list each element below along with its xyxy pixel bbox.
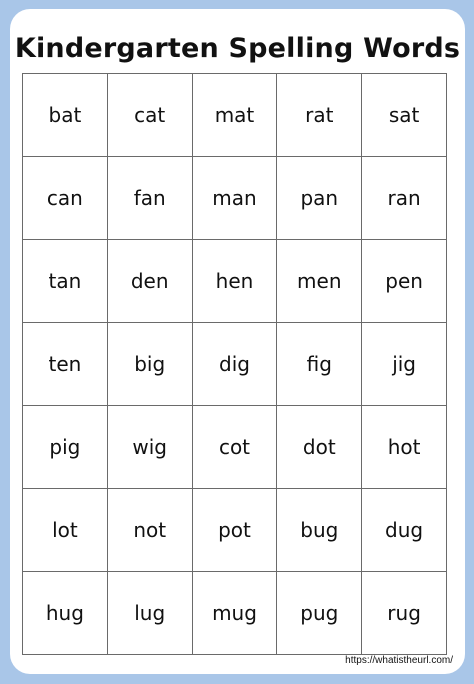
word-cell: sat	[362, 74, 447, 157]
word-cell: hen	[192, 240, 277, 323]
word-cell: pan	[277, 157, 362, 240]
page-title: Kindergarten Spelling Words	[14, 33, 461, 64]
table-row	[23, 572, 447, 655]
table-row	[23, 489, 447, 572]
word-cell: ran	[362, 157, 447, 240]
word-cell: pen	[362, 240, 447, 323]
word-cell: fig	[277, 323, 362, 406]
word-cell: den	[107, 240, 192, 323]
word-cell: can	[23, 157, 108, 240]
table-row	[23, 240, 447, 323]
word-cell: men	[277, 240, 362, 323]
word-cell: rat	[277, 74, 362, 157]
word-cell: cat	[107, 74, 192, 157]
source-url: https://whatistheurl.com/	[345, 655, 453, 666]
word-cell: dot	[277, 406, 362, 489]
word-cell: rug	[362, 572, 447, 655]
word-cell: dug	[362, 489, 447, 572]
word-cell: man	[192, 157, 277, 240]
worksheet-card	[10, 9, 465, 674]
table-row	[23, 323, 447, 406]
word-cell: wig	[107, 406, 192, 489]
word-cell: pig	[23, 406, 108, 489]
word-cell: pot	[192, 489, 277, 572]
table-row	[23, 157, 447, 240]
table-row	[23, 406, 447, 489]
word-cell: mat	[192, 74, 277, 157]
word-cell: mug	[192, 572, 277, 655]
word-cell: big	[107, 323, 192, 406]
word-cell: not	[107, 489, 192, 572]
word-cell: fan	[107, 157, 192, 240]
word-cell: dig	[192, 323, 277, 406]
table-row	[23, 74, 447, 157]
word-cell: jig	[362, 323, 447, 406]
word-cell: bat	[23, 74, 108, 157]
word-cell: hot	[362, 406, 447, 489]
spelling-words-table	[22, 73, 447, 655]
word-cell: pug	[277, 572, 362, 655]
word-cell: cot	[192, 406, 277, 489]
word-cell: lug	[107, 572, 192, 655]
word-cell: ten	[23, 323, 108, 406]
word-cell: hug	[23, 572, 108, 655]
word-cell: tan	[23, 240, 108, 323]
word-cell: bug	[277, 489, 362, 572]
word-cell: lot	[23, 489, 108, 572]
